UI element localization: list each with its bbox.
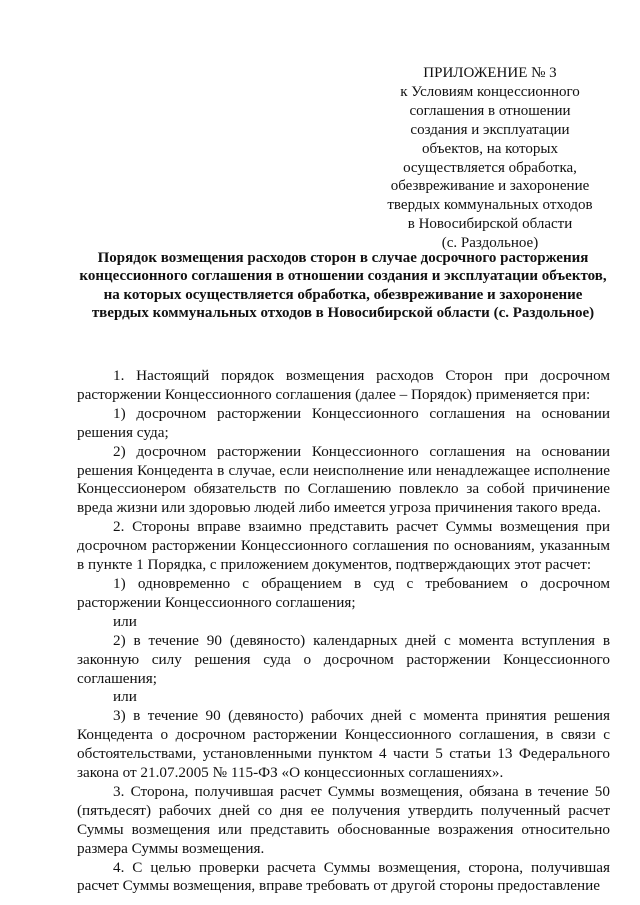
document-title — [76, 249, 610, 323]
appendix-line: осуществляется обработка, — [403, 159, 577, 176]
appendix-line: в Новосибирской области — [407, 216, 573, 233]
title-line: на которых осуществляется обработка, обезвреживание и захоронение — [103, 286, 583, 303]
title-line: Порядок возмещения расходов сторон в случае досрочного расторжения — [97, 250, 589, 266]
paragraph: 2) досрочном расторжении Концессионного соглашения на основании решения Концедента в случае, если неисполнение или ненадлежащее исполнение Концессионером обязательств по Соглашению повлекло за собой причинение вреда жизни или здоровью людей либо имеется угроза причинения такого вреда. — [77, 442, 610, 517]
appendix-header — [380, 64, 600, 253]
title-line: концессионного соглашения в отношении создания и эксплуатации объектов, — [79, 268, 607, 285]
appendix-line: (с. Раздольное) — [441, 235, 539, 252]
appendix-line: обезвреживание и захоронение — [390, 178, 590, 195]
paragraph-or: или — [113, 612, 137, 630]
document-body — [77, 367, 610, 896]
paragraph: 1. Настоящий порядок возмещения расходов Сторон при досрочном расторжении Концессионного соглашения (далее – Порядок) применяется при: — [77, 367, 610, 403]
paragraph: 1) одновременно с обращением в суд с требованием о досрочном расторжении Концессионного соглашения; — [77, 574, 610, 611]
paragraph-or: или — [113, 688, 137, 706]
title-line: твердых коммунальных отходов в Новосибирской области (с. Раздольное) — [91, 305, 595, 322]
paragraph: 2) в течение 90 (девяносто) календарных дней с момента вступления в законную силу решения суда о досрочном расторжении Концессионного соглашения; — [77, 631, 610, 687]
appendix-line: к Условиям концессионного — [400, 83, 580, 100]
paragraph: 1) досрочном расторжении Концессионного соглашения на основании решения суда; — [77, 404, 610, 441]
paragraph: 2. Стороны вправе взаимно представить расчет Суммы возмещения при досрочном расторжении Концессионного соглашения по основаниям, указанным в пункте 1 Порядка, с приложением документов, подтверждающих этот расчет: — [77, 518, 610, 574]
paragraph: 3. Сторона, получившая расчет Суммы возмещения, обязана в течение 50 (пятьдесят) рабочих дней со дня ее получения утвердить полученный расчет Суммы возмещения или представить обоснованные возражения относительно размера Суммы возмещения. — [77, 782, 610, 857]
appendix-line: создания и эксплуатации — [410, 121, 570, 138]
paragraph: 3) в течение 90 (девяносто) рабочих дней с момента принятия решения Концедента о досрочном расторжении Концессионного соглашения, в связи с обстоятельствами, установленными пунктом 4 части 5 статьи 13 Федерального закона от 21.07.2005 № 115-ФЗ «О концессионных соглашениях». — [77, 707, 610, 782]
appendix-line: соглашения в отношении — [409, 102, 571, 119]
appendix-line: объектов, на которых — [422, 140, 558, 157]
appendix-line: ПРИЛОЖЕНИЕ № 3 — [423, 65, 557, 81]
paragraph: 4. С целью проверки расчета Суммы возмещения, сторона, получившая расчет Суммы возмещения, вправе требовать от другой стороны предоставление — [77, 858, 610, 895]
appendix-line: твердых коммунальных отходов — [387, 197, 593, 214]
